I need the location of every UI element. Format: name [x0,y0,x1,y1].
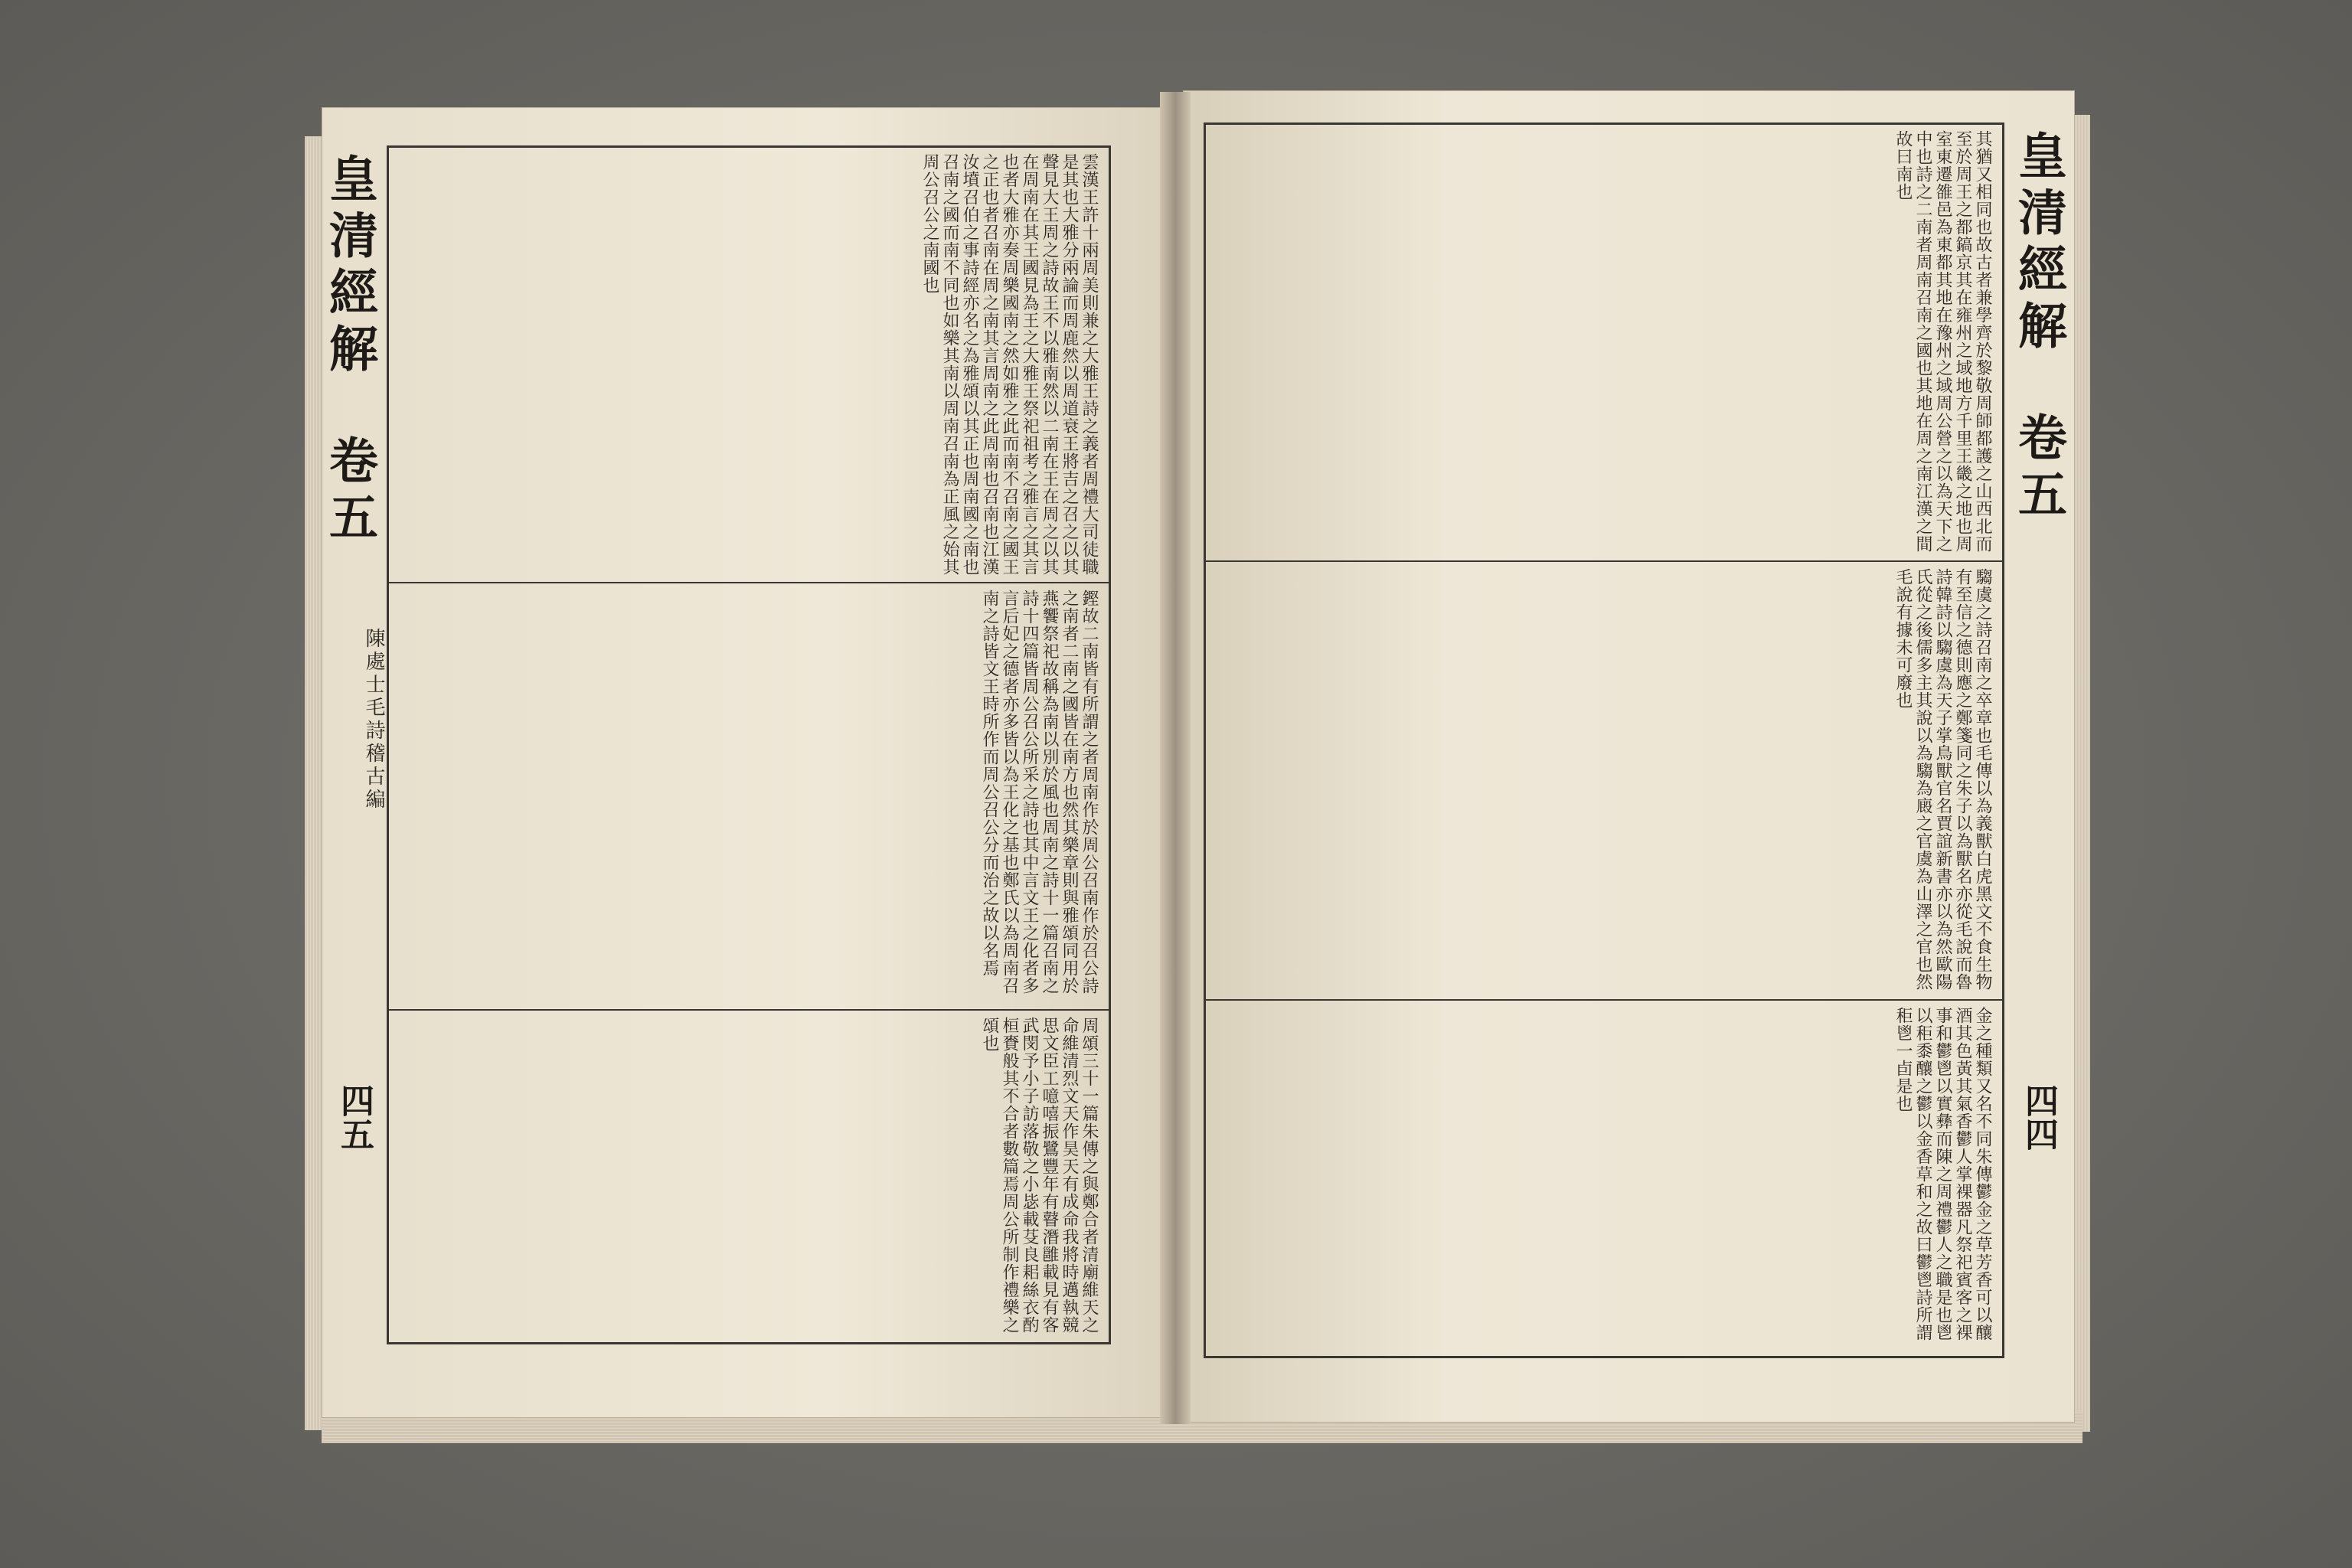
right-banner-volume: 卷五 [2010,412,2067,526]
left-upper-text-block: 雲漢王許十兩周美則兼之大雅王詩之義者周禮大司徒職是其也大雅分兩論而周鹿然以周道衰王將吉之召之以其聲見大王周之詩故王不以雅南然以二南在王在周之以其在周南在其王國見為王之大雅王祭祀祖考之雅言之其言也者大雅亦奏周樂國南之然如雅之此而南不召南之國王之正也者召南在周之南其言周南之此周南也召南也江漢汝墳召伯之事詩經亦名之為雅頌以其正也周南國之南也召南之國而南不同也如樂其南以周南召南為正風之始其周公召公之南國也 [920,153,1099,576]
left-lower-text-block: 周頌三十一篇朱傳之與鄭合者清廟維天之命維清烈文天作昊天有成命我將時邁執競思文臣工噫嘻振鷺豐年有瞽潛雝載見有客武閔予小子訪落敬之小毖載芟良耜絲衣酌桓賚般其不合者數篇焉周公所制作禮樂之頌也 [980,1017,1099,1334]
book-gutter [1160,92,1191,1424]
right-running-title [2004,130,2073,559]
right-page-rule-upper [1204,560,2004,562]
right-banner-title: 皇清經解 [2010,130,2067,357]
right-folio-number: 四四 [2019,1083,2058,1151]
right-page-rule-lower [1204,999,2004,1001]
right-lower-text-block: 金之種類又名不同朱傳鬱金之草芳香可以釀酒其色黃其氣香鬱人掌裸器凡祭祀賓客之裸事和鬱鬯以實彝而陳之周禮鬱人之職是也鬯以秬黍釀之鬱以金香草和之故曰鬱鬯詩所謂秬鬯一卣是也 [1893,1007,1992,1341]
colophon: 陳處士毛詩稽古編 [362,628,385,812]
right-upper-text-block: 其猶又相同也故古者兼學齊於黎敬周師都護之山西北而至於周王之都鎬京其在雍州之域地方千里王畿之地也周室東遷雒邑為東都其地在豫州之域周公營之以為天下之中也詩之二南者周南召南之國也其地在周之南江漢之間故曰南也 [1893,130,1992,553]
left-banner-title: 皇清經解 [321,153,378,380]
left-folio-number: 四五 [335,1083,374,1151]
left-banner-volume: 卷五 [321,435,378,549]
left-middle-text-block: 鏗故二南皆有所謂之者周南作於周公召南作於召公詩之南者二南之國皆在南方也然其樂章則與雅頌同用於燕饗祭祀故稱為南以別於風也周南之詩十一篇召南之詩十四篇皆周公召公所采之詩也其中言文王之化者多言后妃之德者亦多皆以為王化之基也鄭氏以為周南召南之詩皆文王時所作而周公召公分而治之故以名焉 [980,590,1099,995]
left-page-rule-upper [387,582,1111,583]
left-running-title [315,153,384,582]
right-middle-text-block: 騶虞之詩召南之卒章也毛傳以為義獸白虎黑文不食生物有至信之德則應之鄭箋同之朱子以為獸名亦從毛說而魯詩韓詩以騶虞為天子掌鳥獸官名賈誼新書亦以為然歐陽氏從之後儒多主其說以為騶為廄之官虞為山澤之官也然毛說有據未可廢也 [1893,568,1992,991]
left-page-rule-lower [387,1009,1111,1011]
